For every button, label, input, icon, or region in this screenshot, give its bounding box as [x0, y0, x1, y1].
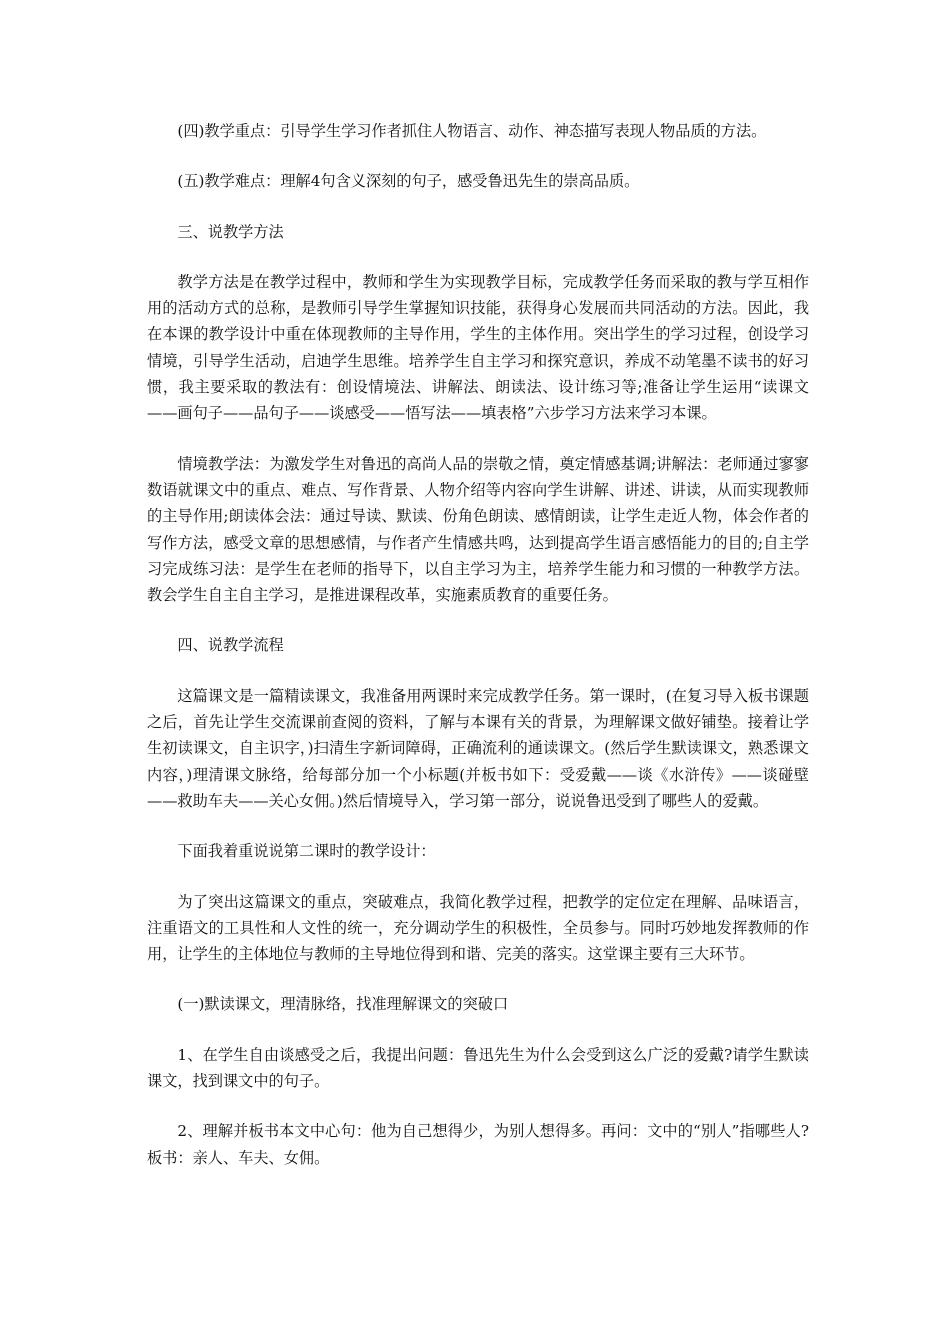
- paragraph-step-one-item-1: 1、在学生自由谈感受之后，我提出问题：鲁迅先生为什么会受到这么广泛的爱戴?请学生默读课文，找到课文中的句子。: [147, 1045, 809, 1091]
- paragraph-step-one-heading: (一)默读课文，理清脉络，找准理解课文的突破口: [177, 995, 509, 1014]
- section-heading-teaching-process: 四、说教学流程: [177, 636, 284, 655]
- section-heading-teaching-methods: 三、说教学方法: [177, 222, 284, 241]
- document-body: [147, 118, 809, 1195]
- paragraph-step-one-item-2: 2、理解并板书本文中心句：他为自己想得少，为别人想得多。再问：文中的“别人”指哪些人?板书：亲人、车夫、女佣。: [147, 1122, 809, 1167]
- paragraph-first-lesson: 这篇课文是一篇精读课文，我准备用两课时来完成教学任务。第一课时，(在复习导入板书课题之后，首先让学生交流课前查阅的资料，了解与本课有关的背景，为理解课文做好铺垫。接着让学生初读课文，自主识字，)扫清生字新词障碍，正确流利的通读课文。(然后学生默读课文，熟悉课文内容，)理清课文脉络，给每部分加一个小标题(并板书如下：受爱戴——谈《水浒传》——谈碰壁——救助车夫——关心女佣。)然后情境导入，学习第一部分，说说鲁迅受到了哪些人的爱戴。: [147, 686, 809, 810]
- paragraph-second-lesson-intro: 下面我着重说说第二课时的教学设计：: [177, 842, 436, 861]
- paragraph-methods-details: 情境教学法：为激发学生对鲁迅的高尚人品的崇敬之情，奠定情感基调;讲解法：老师通过寥寥数语就课文中的重点、难点、写作背景、人物介绍等内容向学生讲解、讲述、讲读，从而实现教师的主导作用;朗读体会法：通过导读、默读、份角色朗读、感情朗读，让学生走近人物，体会作者的写作方法，感受文章的思想感情，与作者产生情感共鸣，达到提高学生语言感悟能力的目的;自主学习完成练习法：是学生在老师的指导下，以自主学习为主，培养学生能力和习惯的一种教学方法。教会学生自主自主学习，是推进课程改革，实施素质教育的重要任务。: [147, 454, 809, 605]
- paragraph-teaching-focus: (四)教学重点：引导学生学习作者抓住人物语言、动作、神态描写表现人物品质的方法。: [177, 122, 767, 140]
- paragraph-teaching-difficulty: (五)教学难点：理解4句含义深刻的句子，感受鲁迅先生的崇高品质。: [177, 172, 640, 191]
- paragraph-second-lesson-design: 为了突出这篇课文的重点，突破难点，我简化教学过程，把教学的定位定在理解、品味语言，注重语文的工具性和人文性的统一，充分调动学生的积极性，全员参与。同时巧妙地发挥教师的作用，让学生的主体地位与教师的主导地位得到和谐、完美的落实。这堂课主要有三大环节。: [147, 892, 809, 964]
- paragraph-methods-overview: 教学方法是在教学过程中，教师和学生为实现教学目标，完成教学任务而采取的教与学互相作用的活动方式的总称，是教师引导学生掌握知识技能，获得身心发展而共同活动的方法。因此，我在本课的教学设计中重在体现教师的主导作用，学生的主体作用。突出学生的学习过程，创设学习情境，引导学生活动，启迪学生思维。培养学生自主学习和探究意识，养成不动笔墨不读书的好习惯，我主要采取的教法有：创设情境法、讲解法、朗读法、设计练习等;准备让学生运用“读课文——画句子——品句子——谈感受——悟写法——填表格”六步学习方法来学习本课。: [147, 272, 809, 423]
